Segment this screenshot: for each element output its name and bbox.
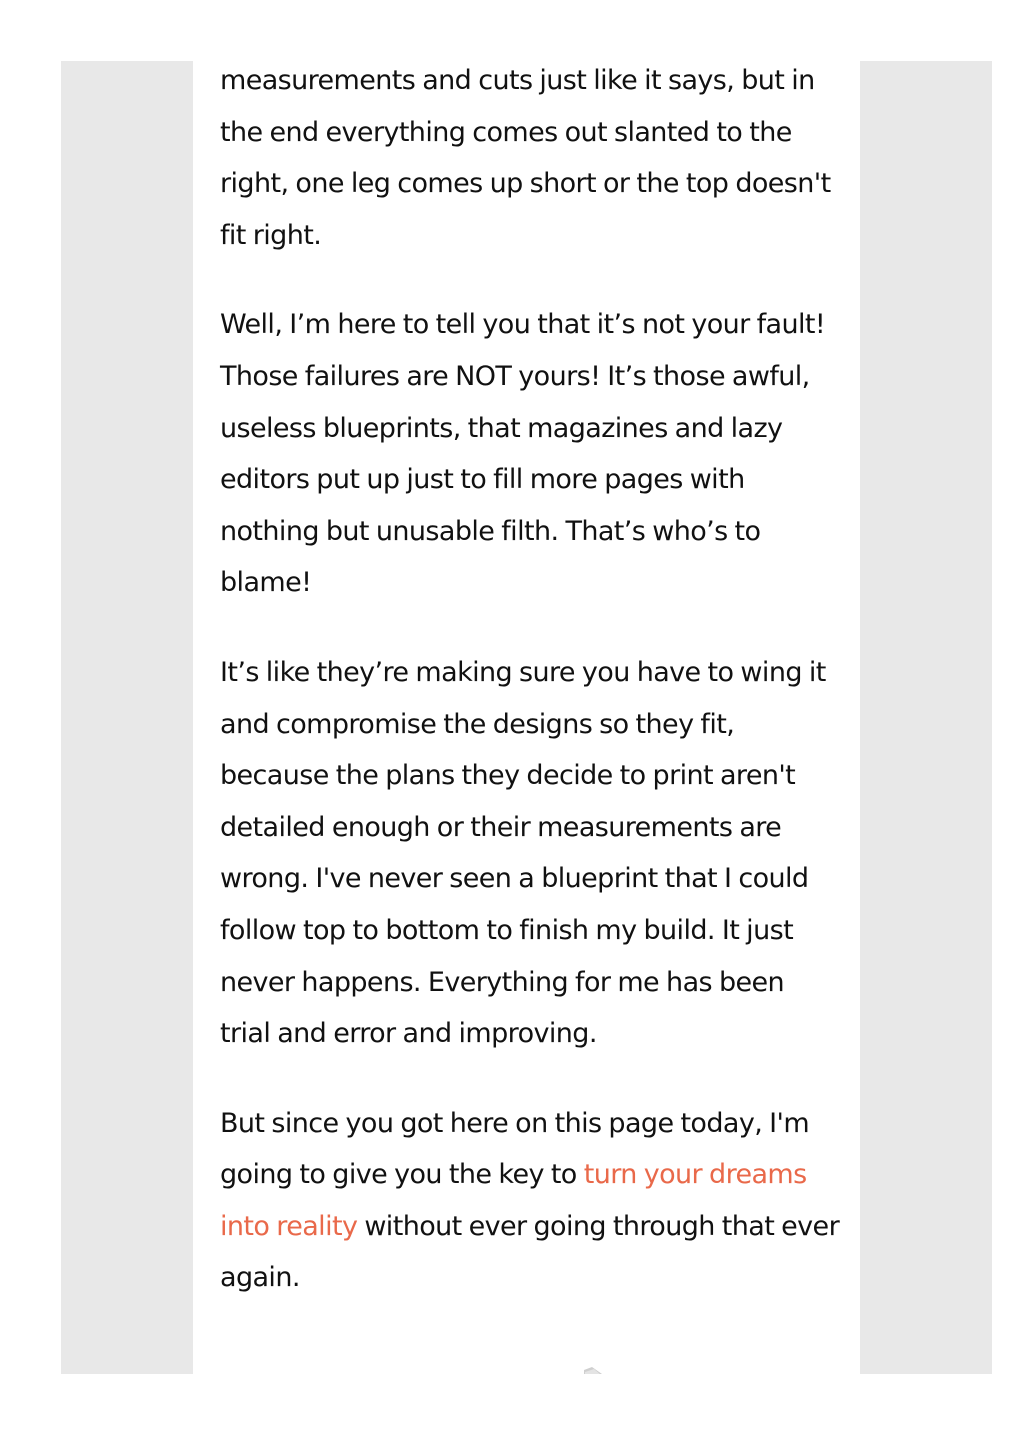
- paragraph-1: measurements and cuts just like it says, but in the end everything comes out slanted to the right, one leg comes up short or the top doesn't fit right.: [220, 65, 831, 251]
- dreams-reality-link[interactable]: turn your dreams into reality: [220, 1159, 807, 1242]
- paragraph-4-lead: But since you got here on this page today, I'm going to give you the key to: [220, 1107, 810, 1191]
- paragraph-4: [220, 1098, 840, 1304]
- paragraph-4-tail: without ever going through that ever again.: [220, 1210, 840, 1294]
- paragraph-3: It’s like they’re making sure you have to wing it and compromise the designs so they fit, because the plans they decide to print aren't detailed enough or their measurements are wrong. I've never seen a blueprint that I could follow top to bottom to finish my build. It just never happens. Everything for me has been trial and error and improving.: [220, 656, 826, 1050]
- paragraph-2: Well, I’m here to tell you that it’s not your fault! Those failures are NOT yours! It’s those awful, useless blueprints, that magazines and lazy editors put up just to fill more pages with nothing but unusable filth. That’s who’s to blame!: [220, 309, 826, 599]
- article-body: [220, 61, 840, 1342]
- article-column: [193, 61, 860, 1374]
- right-gutter: [860, 61, 992, 1374]
- left-gutter: [61, 61, 193, 1374]
- image-placeholder-icon: [582, 1366, 608, 1374]
